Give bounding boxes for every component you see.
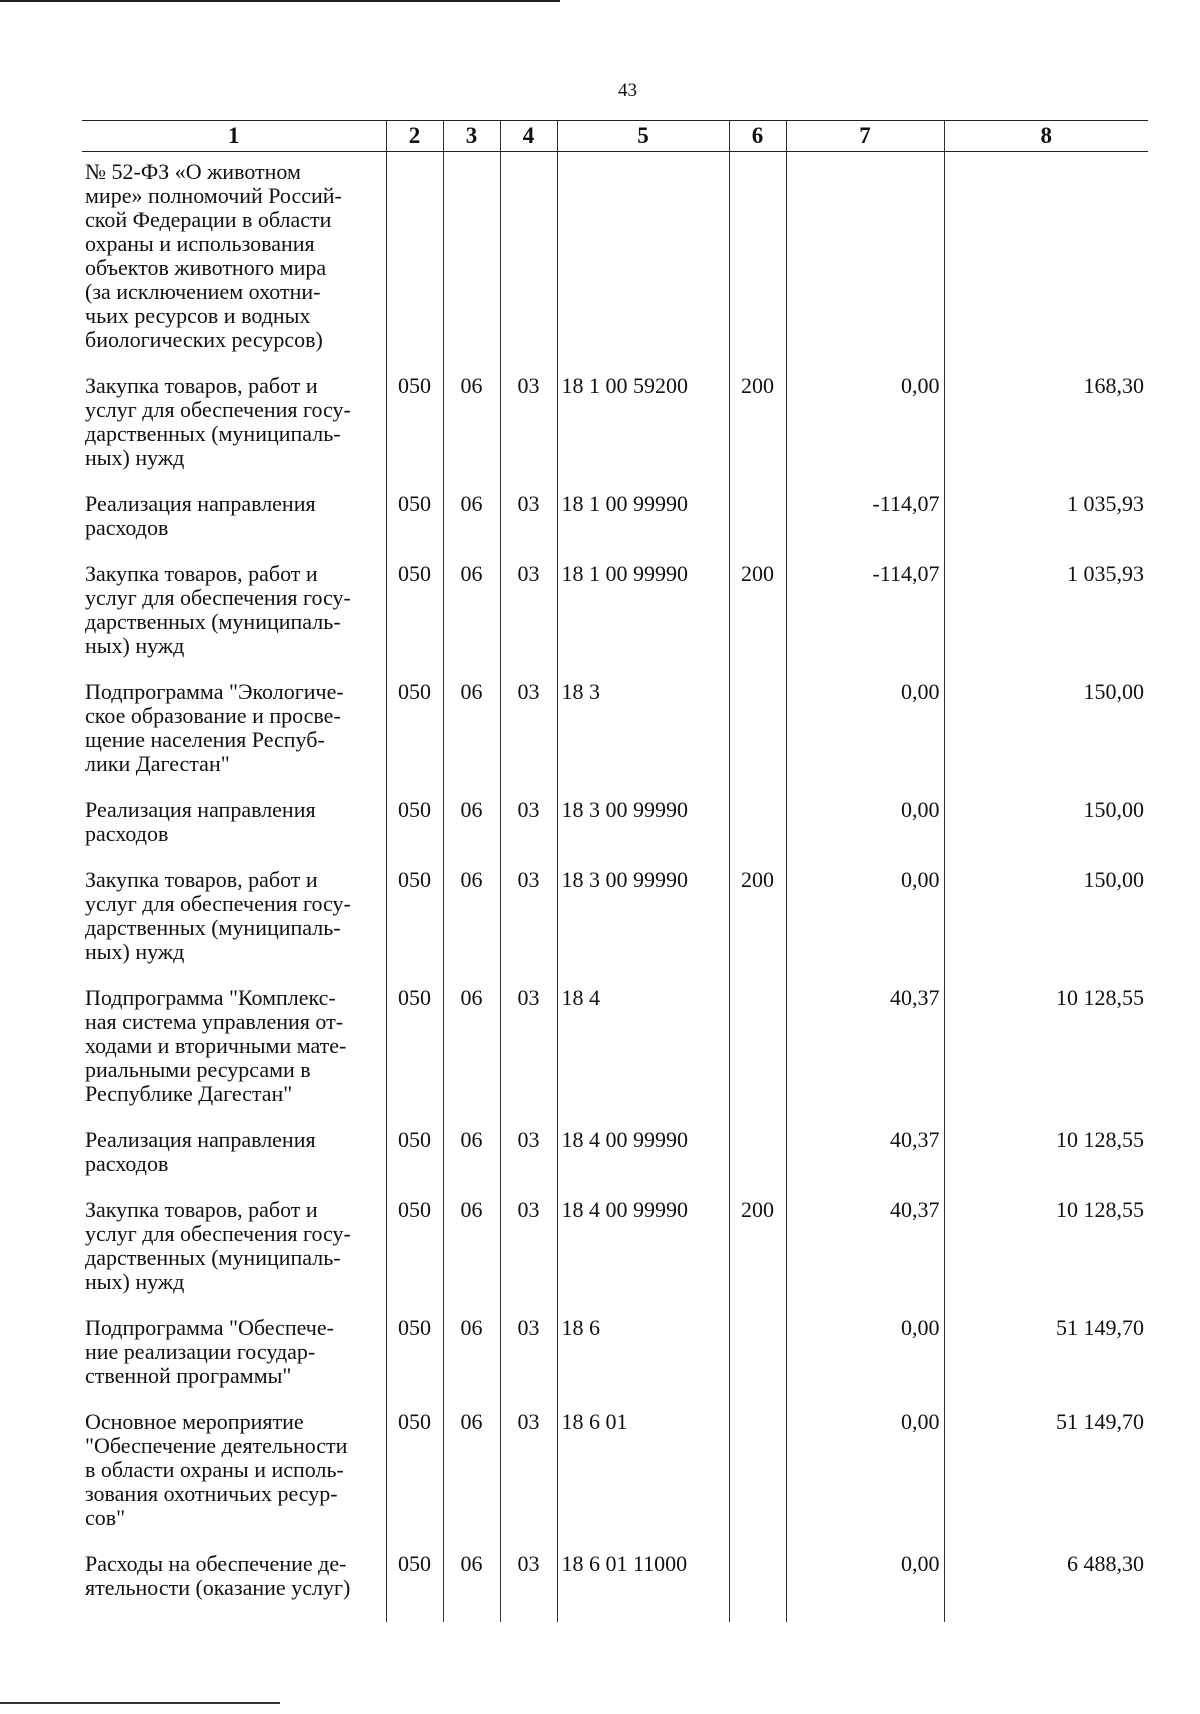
budget-table bbox=[82, 120, 1148, 1622]
row-description: Закупка товаров, работ и услуг для обеспечения госу- дарственных (муниципаль- ных) нужд bbox=[85, 561, 351, 658]
bottom-scan-rule bbox=[0, 1702, 280, 1704]
cell-target-article: 18 4 00 99990 bbox=[557, 1198, 729, 1316]
col-header-8: 8 bbox=[944, 121, 1148, 152]
col-header-2: 2 bbox=[386, 121, 443, 152]
cell-subsection: 03 bbox=[500, 562, 557, 680]
cell-target-article: 18 3 00 99990 bbox=[557, 798, 729, 868]
cell-target-article: 18 6 01 11000 bbox=[557, 1552, 729, 1622]
cell-ministry-code: 050 bbox=[386, 1128, 443, 1198]
cell-section: 06 bbox=[443, 868, 500, 986]
col-header-5: 5 bbox=[557, 121, 729, 152]
cell-subsection bbox=[500, 152, 557, 375]
cell-subsection: 03 bbox=[500, 986, 557, 1128]
cell-ministry-code: 050 bbox=[386, 1552, 443, 1622]
cell-total-amount: 10 128,55 bbox=[944, 986, 1148, 1128]
cell-section: 06 bbox=[443, 374, 500, 492]
cell-expense-type bbox=[729, 492, 786, 562]
cell-target-article: 18 1 00 59200 bbox=[557, 374, 729, 492]
table-row bbox=[82, 1316, 1148, 1410]
cell-change-amount: -114,07 bbox=[786, 562, 944, 680]
cell-target-article: 18 3 bbox=[557, 680, 729, 798]
row-description: Реализация направления расходов bbox=[85, 491, 316, 540]
table-row bbox=[82, 562, 1148, 680]
table-body bbox=[82, 152, 1148, 1623]
cell-subsection: 03 bbox=[500, 1198, 557, 1316]
cell-section bbox=[443, 152, 500, 375]
table-row bbox=[82, 374, 1148, 492]
cell-expense-type: 200 bbox=[729, 1198, 786, 1316]
cell-change-amount: 0,00 bbox=[786, 868, 944, 986]
cell-section: 06 bbox=[443, 1128, 500, 1198]
table-row bbox=[82, 798, 1148, 868]
cell-target-article: 18 6 bbox=[557, 1316, 729, 1410]
cell-target-article: 18 4 00 99990 bbox=[557, 1128, 729, 1198]
table-row bbox=[82, 986, 1148, 1128]
cell-total-amount: 6 488,30 bbox=[944, 1552, 1148, 1622]
cell-ministry-code bbox=[386, 152, 443, 375]
cell-expense-type bbox=[729, 152, 786, 375]
row-description: Основное мероприятие "Обеспечение деятельности в области охраны и исполь- зования охотничьих ресур- сов" bbox=[85, 1409, 348, 1530]
cell-section: 06 bbox=[443, 680, 500, 798]
table-row bbox=[82, 152, 1148, 375]
cell-subsection: 03 bbox=[500, 1316, 557, 1410]
cell-subsection: 03 bbox=[500, 1552, 557, 1622]
cell-change-amount: 0,00 bbox=[786, 680, 944, 798]
cell-ministry-code: 050 bbox=[386, 374, 443, 492]
table-header bbox=[82, 121, 1148, 152]
table-row bbox=[82, 1410, 1148, 1552]
table-row bbox=[82, 492, 1148, 562]
cell-expense-type bbox=[729, 1128, 786, 1198]
row-description: Закупка товаров, работ и услуг для обеспечения госу- дарственных (муниципаль- ных) нужд bbox=[85, 373, 351, 470]
cell-section: 06 bbox=[443, 986, 500, 1128]
cell-change-amount: 0,00 bbox=[786, 798, 944, 868]
col-header-7: 7 bbox=[786, 121, 944, 152]
col-header-4: 4 bbox=[500, 121, 557, 152]
cell-change-amount: 0,00 bbox=[786, 1552, 944, 1622]
row-description: Подпрограмма "Комплекс- ная система управления от- ходами и вторичными мате- риальными ресурсами в Республике Дагестан" bbox=[85, 985, 347, 1106]
cell-change-amount: 0,00 bbox=[786, 1316, 944, 1410]
cell-total-amount: 10 128,55 bbox=[944, 1128, 1148, 1198]
cell-subsection: 03 bbox=[500, 798, 557, 868]
cell-total-amount: 51 149,70 bbox=[944, 1316, 1148, 1410]
cell-expense-type bbox=[729, 986, 786, 1128]
cell-change-amount bbox=[786, 152, 944, 375]
cell-change-amount: 40,37 bbox=[786, 1198, 944, 1316]
cell-total-amount: 10 128,55 bbox=[944, 1198, 1148, 1316]
cell-subsection: 03 bbox=[500, 1128, 557, 1198]
cell-expense-type bbox=[729, 1410, 786, 1552]
cell-ministry-code: 050 bbox=[386, 798, 443, 868]
cell-ministry-code: 050 bbox=[386, 680, 443, 798]
cell-expense-type bbox=[729, 680, 786, 798]
cell-change-amount: 0,00 bbox=[786, 374, 944, 492]
top-scan-rule bbox=[0, 0, 560, 2]
cell-total-amount: 1 035,93 bbox=[944, 562, 1148, 680]
cell-ministry-code: 050 bbox=[386, 986, 443, 1128]
cell-target-article: 18 4 bbox=[557, 986, 729, 1128]
cell-change-amount: 40,37 bbox=[786, 986, 944, 1128]
cell-section: 06 bbox=[443, 1316, 500, 1410]
row-description: Реализация направления расходов bbox=[85, 797, 316, 846]
cell-ministry-code: 050 bbox=[386, 562, 443, 680]
table-row bbox=[82, 1198, 1148, 1316]
header-row bbox=[82, 121, 1148, 152]
cell-change-amount: 40,37 bbox=[786, 1128, 944, 1198]
cell-target-article: 18 6 01 bbox=[557, 1410, 729, 1552]
cell-target-article: 18 1 00 99990 bbox=[557, 562, 729, 680]
table-row bbox=[82, 680, 1148, 798]
cell-expense-type: 200 bbox=[729, 868, 786, 986]
table-row bbox=[82, 868, 1148, 986]
cell-expense-type bbox=[729, 798, 786, 868]
cell-ministry-code: 050 bbox=[386, 492, 443, 562]
col-header-6: 6 bbox=[729, 121, 786, 152]
table-row bbox=[82, 1128, 1148, 1198]
cell-ministry-code: 050 bbox=[386, 868, 443, 986]
cell-expense-type bbox=[729, 1316, 786, 1410]
row-description: Реализация направления расходов bbox=[85, 1127, 316, 1176]
row-description: Подпрограмма "Обеспече- ние реализации государ- ственной программы" bbox=[85, 1315, 334, 1388]
col-header-3: 3 bbox=[443, 121, 500, 152]
row-description: Закупка товаров, работ и услуг для обеспечения госу- дарственных (муниципаль- ных) нужд bbox=[85, 867, 351, 964]
cell-subsection: 03 bbox=[500, 680, 557, 798]
cell-total-amount: 1 035,93 bbox=[944, 492, 1148, 562]
cell-target-article bbox=[557, 152, 729, 375]
cell-total-amount bbox=[944, 152, 1148, 375]
cell-section: 06 bbox=[443, 1410, 500, 1552]
row-description: Закупка товаров, работ и услуг для обеспечения госу- дарственных (муниципаль- ных) нужд bbox=[85, 1197, 351, 1294]
cell-ministry-code: 050 bbox=[386, 1198, 443, 1316]
cell-target-article: 18 3 00 99990 bbox=[557, 868, 729, 986]
cell-expense-type: 200 bbox=[729, 374, 786, 492]
cell-subsection: 03 bbox=[500, 868, 557, 986]
cell-subsection: 03 bbox=[500, 1410, 557, 1552]
cell-expense-type bbox=[729, 1552, 786, 1622]
cell-subsection: 03 bbox=[500, 374, 557, 492]
page-number: 43 bbox=[618, 80, 637, 101]
table-row bbox=[82, 1552, 1148, 1622]
cell-subsection: 03 bbox=[500, 492, 557, 562]
cell-total-amount: 51 149,70 bbox=[944, 1410, 1148, 1552]
row-description: Подпрограмма "Экологиче- ское образование и просве- щение населения Респуб- лики Дагестан" bbox=[85, 679, 344, 776]
cell-section: 06 bbox=[443, 1552, 500, 1622]
row-description: Расходы на обеспечение де- ятельности (оказание услуг) bbox=[85, 1551, 351, 1600]
cell-section: 06 bbox=[443, 798, 500, 868]
cell-ministry-code: 050 bbox=[386, 1316, 443, 1410]
cell-section: 06 bbox=[443, 492, 500, 562]
cell-total-amount: 150,00 bbox=[944, 798, 1148, 868]
cell-total-amount: 168,30 bbox=[944, 374, 1148, 492]
cell-section: 06 bbox=[443, 1198, 500, 1316]
cell-ministry-code: 050 bbox=[386, 1410, 443, 1552]
col-header-1: 1 bbox=[82, 121, 386, 152]
cell-section: 06 bbox=[443, 562, 500, 680]
cell-total-amount: 150,00 bbox=[944, 680, 1148, 798]
row-description: № 52-ФЗ «О животном мире» полномочий Россий- ской Федерации в области охраны и использования объектов животного мира (за исключением охотни- чьих ресурсов и водных биологических ресурсов) bbox=[85, 159, 342, 352]
cell-change-amount: 0,00 bbox=[786, 1410, 944, 1552]
cell-expense-type: 200 bbox=[729, 562, 786, 680]
cell-target-article: 18 1 00 99990 bbox=[557, 492, 729, 562]
cell-total-amount: 150,00 bbox=[944, 868, 1148, 986]
cell-change-amount: -114,07 bbox=[786, 492, 944, 562]
